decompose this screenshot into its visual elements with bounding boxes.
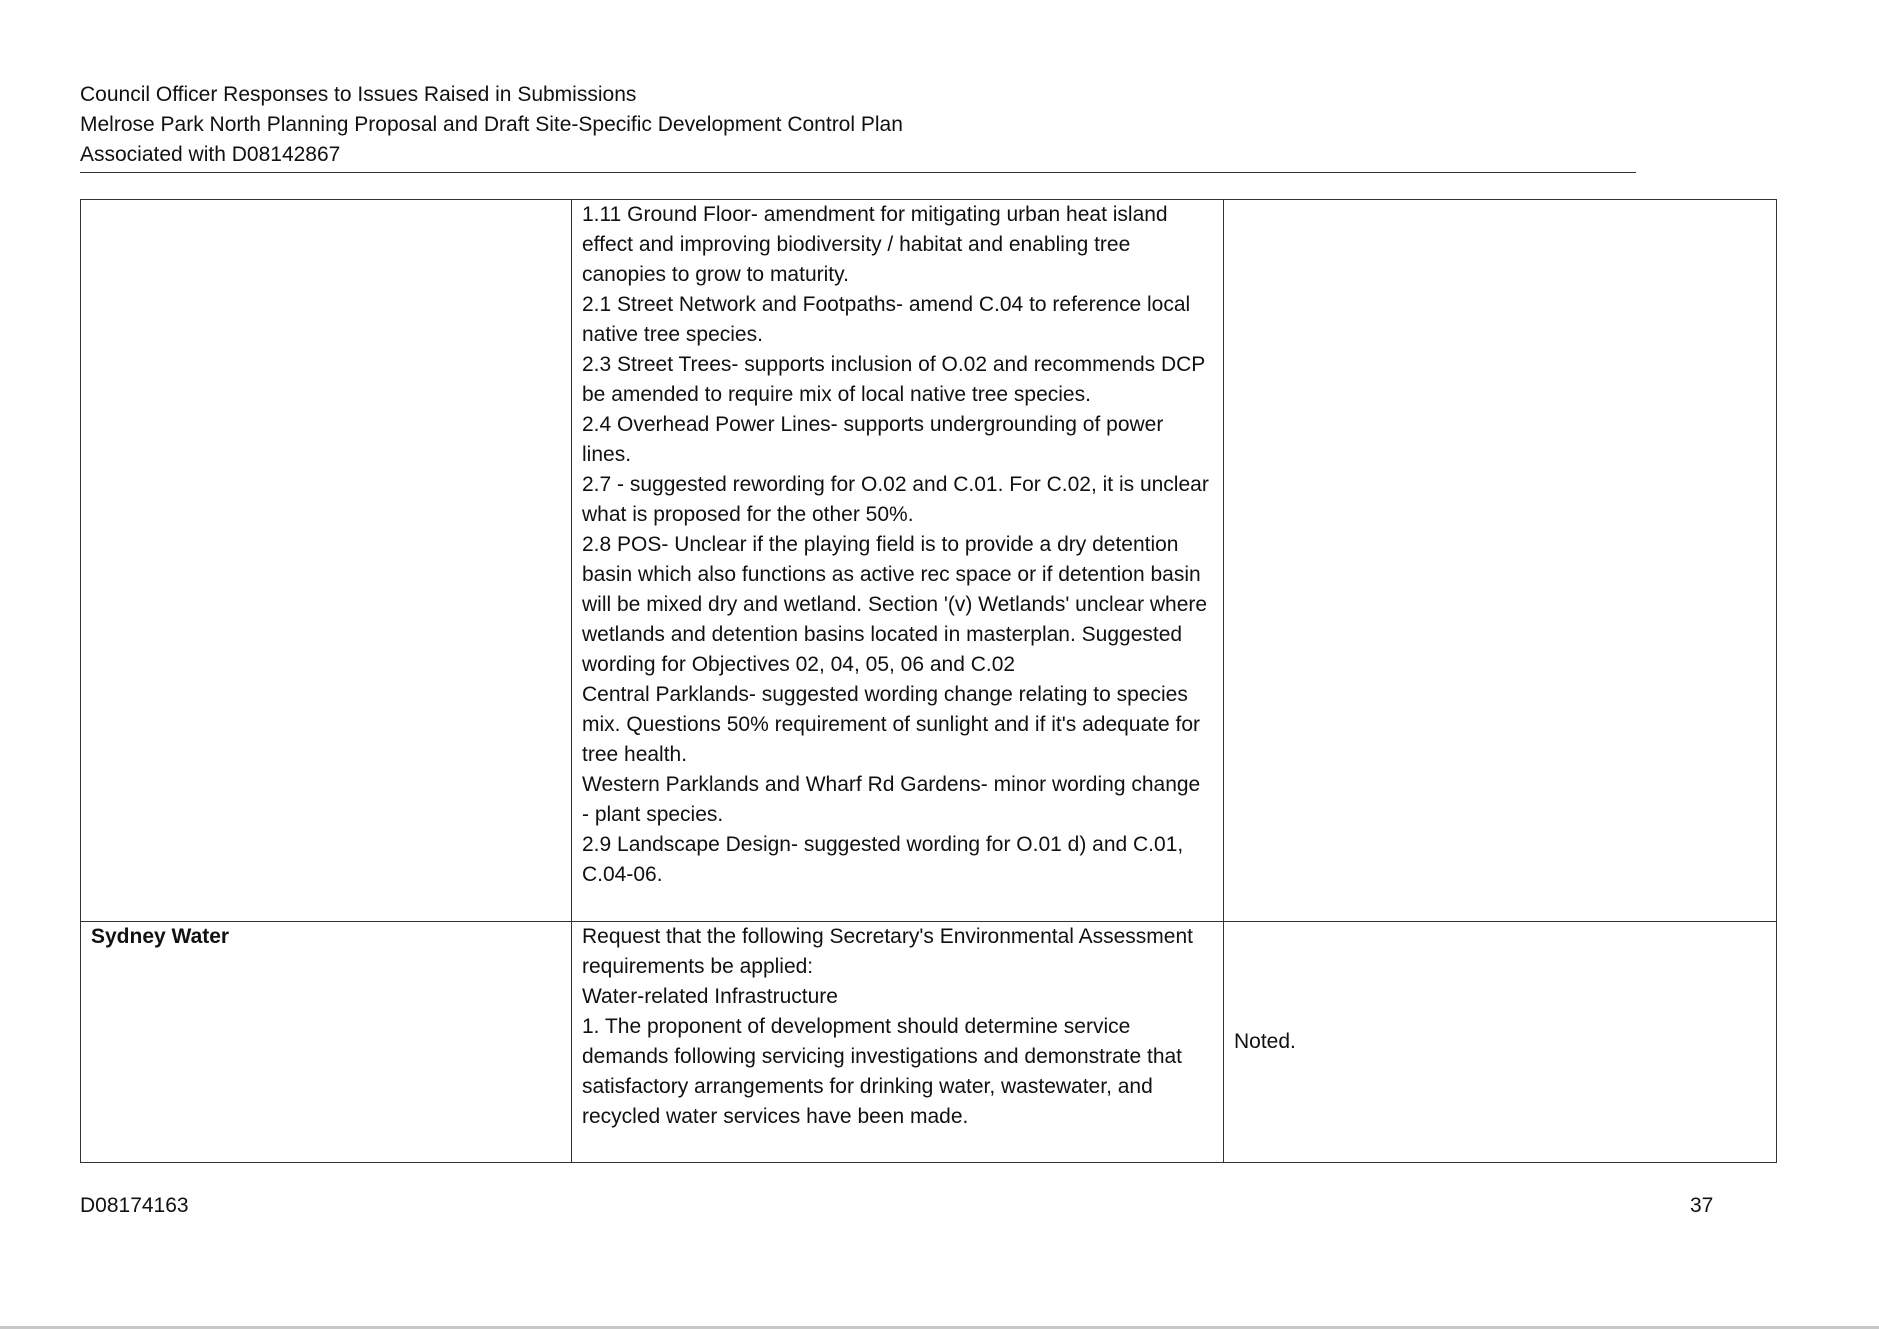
issue-item: 1.11 Ground Floor- amendment for mitigating urban heat island effect and improving biodiversity / habitat and enabling tree canopies to grow to maturity. <box>582 203 1168 286</box>
submissions-table <box>80 199 1777 1163</box>
issue-item: 1. The proponent of development should determine service demands following servicing investigations and demonstrate that satisfactory arrangements for drinking water, wastewater, and recycled water services have been made. <box>582 1015 1183 1128</box>
table-row <box>81 200 1777 922</box>
issue-item: 2.8 POS- Unclear if the playing field is to provide a dry detention basin which also functions as active rec space or if detention basin will be mixed dry and wetland. Section '(v) Wetlands' unclear where wetlands and detention basins located in masterplan. Suggested wording for Objectives 02, 04, 05, 06 and C.02 <box>582 533 1208 676</box>
submitter-cell <box>81 200 572 922</box>
response-cell <box>1224 922 1777 1163</box>
issue-item: 2.7 - suggested rewording for O.02 and C.01. For C.02, it is unclear what is proposed for the other 50%. <box>582 473 1209 526</box>
issues-cell <box>572 200 1224 922</box>
table-row <box>81 922 1777 1163</box>
header-association: Associated with D08142867 <box>80 143 341 166</box>
submitter-name: Sydney Water <box>91 925 230 948</box>
response-cell <box>1224 200 1777 922</box>
page-number: 37 <box>1690 1194 1714 1217</box>
document-reference: D08174163 <box>80 1194 189 1217</box>
submitter-cell <box>81 922 572 1163</box>
issue-item: Central Parklands- suggested wording change relating to species mix. Questions 50% requirement of sunlight and if it's adequate for tree health. <box>582 683 1201 766</box>
issues-cell <box>572 922 1224 1163</box>
issue-item: 2.4 Overhead Power Lines- supports undergrounding of power lines. <box>582 413 1164 466</box>
header-subtitle: Melrose Park North Planning Proposal and Draft Site-Specific Development Control Plan <box>80 113 903 136</box>
issue-item: 2.1 Street Network and Footpaths- amend C.04 to reference local native tree species. <box>582 293 1191 346</box>
issue-item: 2.3 Street Trees- supports inclusion of O.02 and recommends DCP be amended to require mix of local native tree species. <box>582 353 1205 406</box>
issue-item: 2.9 Landscape Design- suggested wording for O.01 d) and C.01, C.04-06. <box>582 833 1184 886</box>
response-text: Noted. <box>1234 1030 1296 1053</box>
page-header <box>80 80 1636 173</box>
header-title: Council Officer Responses to Issues Raised in Submissions <box>80 83 637 106</box>
issue-item: Water-related Infrastructure <box>582 985 838 1008</box>
issue-item: Request that the following Secretary's Environmental Assessment requirements be applied: <box>582 925 1193 978</box>
issue-item: Western Parklands and Wharf Rd Gardens- minor wording change - plant species. <box>582 773 1201 826</box>
